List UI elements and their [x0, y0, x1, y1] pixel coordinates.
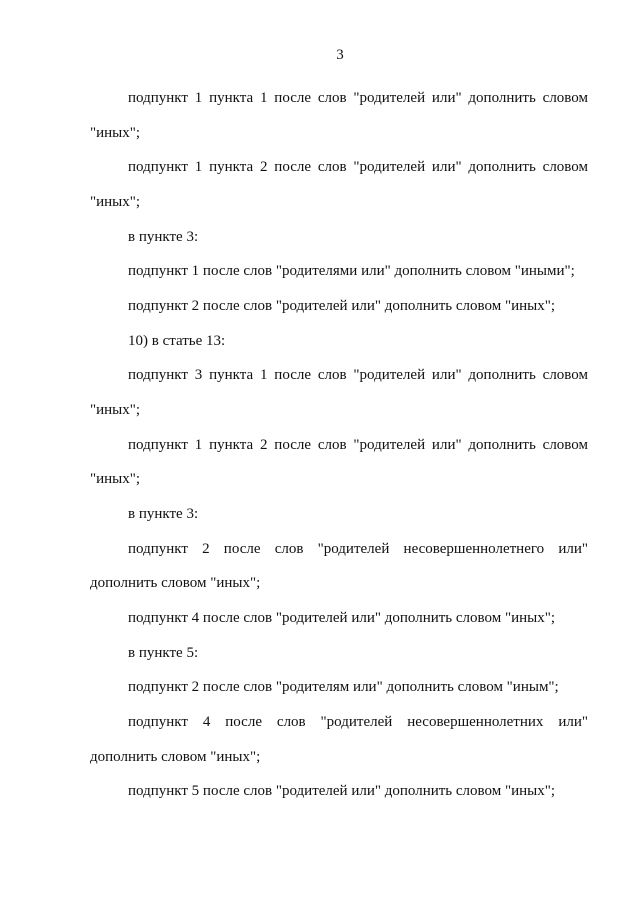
- text-line: подпункт 4 после слов "родителей или" дополнить словом "иных";: [128, 610, 556, 626]
- text-line: подпункт 1 пункта 1 после слов "родителей или" дополнить словом: [128, 90, 588, 106]
- text-line: "иных";: [90, 194, 141, 210]
- text-line: подпункт 2 после слов "родителей несовершеннолетнего или": [128, 541, 588, 557]
- text-line: 10) в статье 13:: [128, 333, 226, 349]
- page-number: 3: [336, 47, 344, 63]
- text-line: подпункт 4 после слов "родителей несовершеннолетних или": [128, 714, 588, 730]
- text-line: "иных";: [90, 125, 141, 141]
- text-line: подпункт 1 пункта 2 после слов "родителей или" дополнить словом: [128, 437, 588, 453]
- text-line: подпункт 1 после слов "родителями или" дополнить словом "иными";: [128, 263, 575, 279]
- text-line: в пункте 3:: [128, 506, 199, 522]
- text-line: "иных";: [90, 471, 141, 487]
- text-line: в пункте 5:: [128, 645, 199, 661]
- text-line: подпункт 2 после слов "родителям или" дополнить словом "иным";: [128, 679, 559, 695]
- text-line: "иных";: [90, 402, 141, 418]
- text-line: дополнить словом "иных";: [90, 749, 261, 765]
- text-line: подпункт 2 после слов "родителей или" дополнить словом "иных";: [128, 298, 556, 314]
- text-line: подпункт 5 после слов "родителей или" дополнить словом "иных";: [128, 783, 556, 799]
- text-line: дополнить словом "иных";: [90, 575, 261, 591]
- text-line: подпункт 1 пункта 2 после слов "родителей или" дополнить словом: [128, 159, 588, 175]
- text-line: подпункт 3 пункта 1 после слов "родителей или" дополнить словом: [128, 367, 588, 383]
- text-line: в пункте 3:: [128, 229, 199, 245]
